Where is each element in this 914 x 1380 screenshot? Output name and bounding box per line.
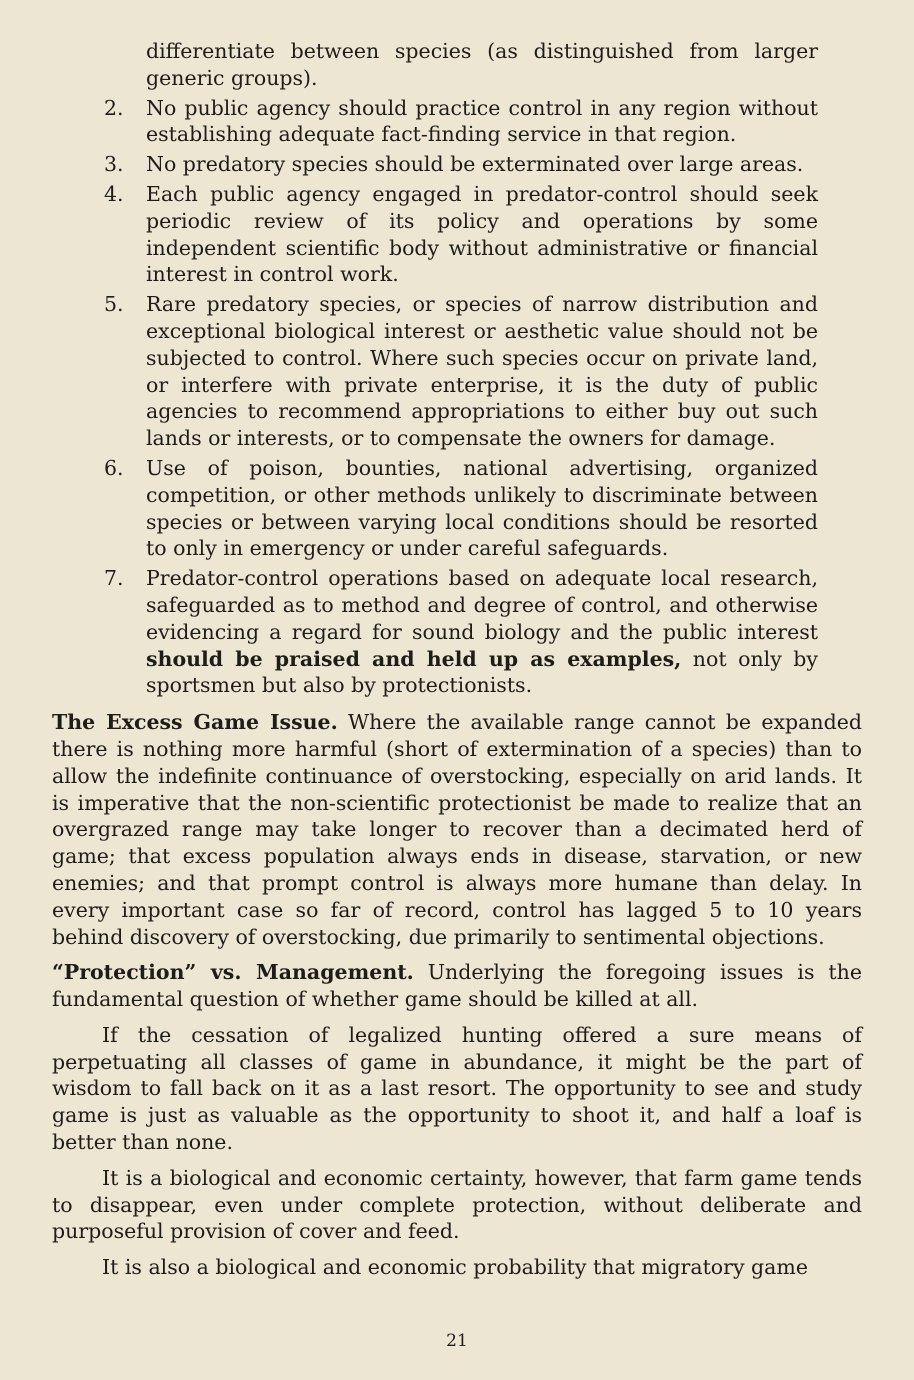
body-paragraph: It is also a biological and economic probability that migratory game bbox=[102, 1255, 808, 1280]
body-paragraph: It is a biological and economic certainty, however, that farm game tends to disappear, even under complete protection, without deliberate and purposeful provision of cover and feed. bbox=[52, 1165, 862, 1244]
list-item-4 bbox=[52, 181, 862, 288]
list-item-7 bbox=[52, 565, 862, 699]
list-item-text: No public agency should practice control in any region without establishing adequate fact-finding service in that region. bbox=[146, 95, 818, 147]
list-item-2 bbox=[52, 95, 862, 149]
list-item-text: Use of poison, bounties, national advertising, organized competition, or other methods unlikely to discriminate between species or between varying local conditions should be resorted to only in emergency or under careful safeguards. bbox=[146, 455, 818, 561]
list-item-text: Rare predatory species, or species of narrow distribution and exceptional biological interest or aesthetic value should not be subjected to control. Where such species occur on private land, or interfere with private enterprise, it is the duty of public agencies to recommend appropriations to either buy out such lands or interests, or to compensate the owners for damage. bbox=[146, 292, 818, 451]
list-item-3 bbox=[52, 151, 862, 178]
list-item-number: 3. bbox=[104, 152, 124, 177]
protection-heading: “Protection” vs. Management. bbox=[52, 960, 414, 985]
list-item-text-after: not only by sportsmen but also by protectionists. bbox=[146, 646, 818, 698]
list-item-number: 4. bbox=[104, 181, 124, 206]
list-item-text-bold: should be praised and held up as examples, bbox=[146, 646, 682, 671]
excess-game-body: Where the available range cannot be expanded there is nothing more harmful (short of extermination of a species) than to allow the indefinite continuance of overstocking, especially on arid lands. It is imperative that the non-scientific protectionist be made to realize that an overgrazed range may take longer to recover than a decimated herd of game; that excess population always ends in disease, starvation, or new enemies; and that prompt control is always more humane than delay. In every important case so far of record, control has lagged 5 to 10 years behind discovery of overstocking, due primarily to sentimental objections. bbox=[52, 710, 862, 949]
list-item-number: 7. bbox=[104, 566, 124, 591]
list-item-5 bbox=[52, 291, 862, 452]
recommendations-list bbox=[52, 38, 862, 699]
list-item-text: No predatory species should be exterminated over large areas. bbox=[146, 152, 804, 177]
list-item-number: 2. bbox=[104, 95, 124, 120]
page-number: 21 bbox=[446, 1331, 468, 1351]
list-item-text-before: Predator-control operations based on adequate local research, safeguarded as to method and degree of control, and otherwise evidencing a regard for sound biology and the public interest bbox=[146, 566, 818, 644]
body-paragraph: If the cessation of legalized hunting offered a sure means of perpetuating all classes of game in abundance, it might be the part of wisdom to fall back on it as a last resort. The opportunity to see and study game is just as valuable as the opportunity to shoot it, and half a loaf is better than none. bbox=[52, 1022, 862, 1155]
list-item-number: 5. bbox=[104, 292, 124, 317]
protection-body: Underlying the foregoing issues is the fundamental question of whether game should be killed at all. bbox=[52, 960, 862, 1012]
list-item-6 bbox=[52, 455, 862, 562]
list-item-text: Each public agency engaged in predator-control should seek periodic review of its policy and operations by some independent scientific body without administrative or financial interest in control work. bbox=[146, 181, 818, 287]
excess-game-heading: The Excess Game Issue. bbox=[52, 710, 338, 735]
list-item-text: differentiate between species (as distinguished from larger generic groups). bbox=[146, 39, 818, 90]
excess-game-paragraph bbox=[52, 709, 862, 950]
list-item-number: 6. bbox=[104, 455, 124, 480]
protection-paragraph bbox=[52, 959, 862, 1013]
list-item-continuation bbox=[52, 38, 862, 92]
